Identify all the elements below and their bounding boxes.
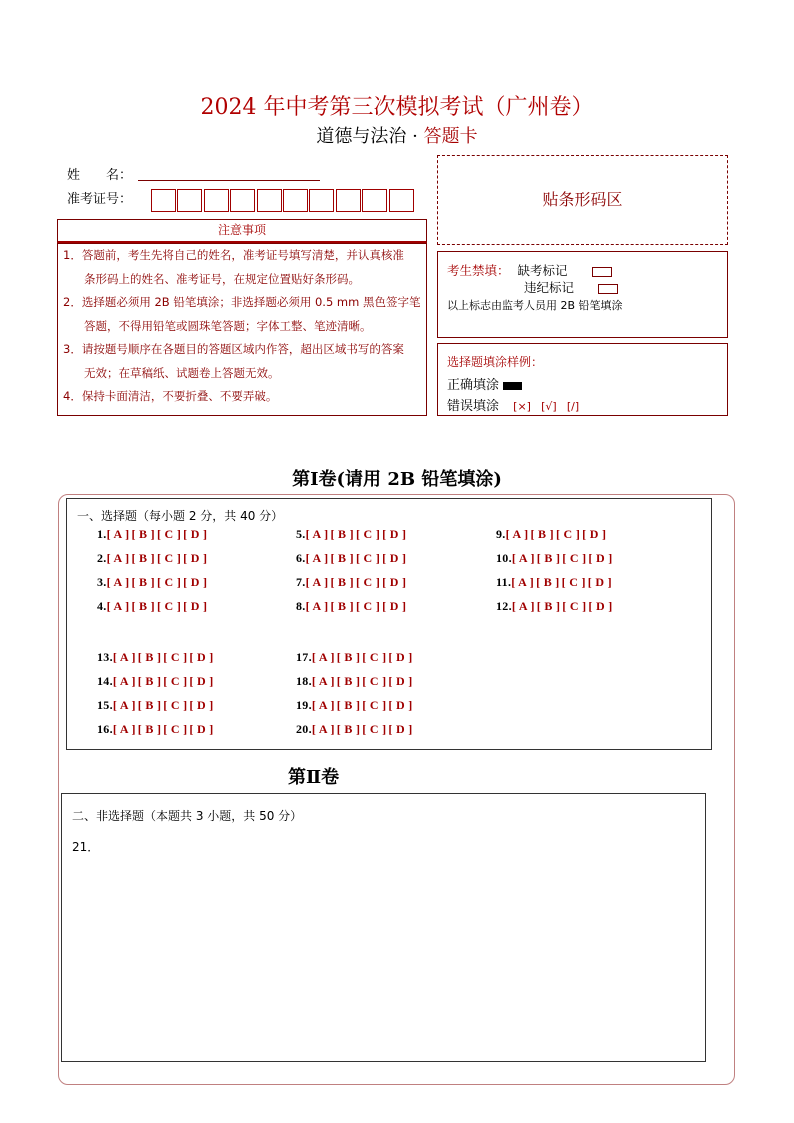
option-a[interactable]: [ A ] xyxy=(112,650,136,664)
option-c[interactable]: [ C ] xyxy=(355,551,381,565)
nonchoice-section[interactable] xyxy=(61,793,706,1062)
exam-id-digit-box[interactable] xyxy=(257,189,282,212)
question-14 xyxy=(97,674,216,689)
question-number: 9. xyxy=(496,527,506,541)
exam-id-digit-box[interactable] xyxy=(151,189,176,212)
option-d[interactable]: [ D ] xyxy=(183,551,208,565)
exam-id-digit-box[interactable] xyxy=(389,189,414,212)
question-1 xyxy=(97,527,209,542)
choice-section-title: 一、选择题（每小题 2 分，共 40 分） xyxy=(77,509,284,523)
forbidden-note: 以上标志由监考人员用 2B 铅笔填涂 xyxy=(447,299,623,312)
question-number: 6. xyxy=(296,551,306,565)
exam-title: 2024 年中考第三次模拟考试（广州卷） xyxy=(200,95,594,120)
option-b[interactable]: [ B ] xyxy=(336,722,361,736)
option-a[interactable]: [ A ] xyxy=(305,599,329,613)
question-number: 18. xyxy=(296,674,312,688)
note-1: 1．答题前，考生先将自己的姓名，准考证号填写清楚，并认真核准 条形码上的姓名、准考证号，在规定位置贴好条形码。 xyxy=(63,248,404,286)
option-c[interactable]: [ C ] xyxy=(555,527,581,541)
absent-label: 缺考标记 xyxy=(517,263,568,278)
question-13 xyxy=(97,650,216,665)
option-d[interactable]: [ D ] xyxy=(588,551,613,565)
option-d[interactable]: [ D ] xyxy=(189,698,214,712)
option-c[interactable]: [ C ] xyxy=(163,674,188,688)
question-number: 13. xyxy=(97,650,113,664)
name-label: 姓 名： xyxy=(67,168,133,183)
option-a[interactable]: [ A ] xyxy=(112,722,136,736)
option-b[interactable]: [ B ] xyxy=(530,527,554,541)
option-d[interactable]: [ D ] xyxy=(587,575,612,589)
question-18 xyxy=(296,674,415,689)
option-b[interactable]: [ B ] xyxy=(330,527,354,541)
barcode-area xyxy=(437,155,728,245)
option-b[interactable]: [ B ] xyxy=(536,575,560,589)
option-a[interactable]: [ A ] xyxy=(311,674,335,688)
option-c[interactable]: [ C ] xyxy=(362,650,387,664)
exam-id-digit-box[interactable] xyxy=(362,189,387,212)
option-d[interactable]: [ D ] xyxy=(582,527,607,541)
option-a[interactable]: [ A ] xyxy=(511,599,535,613)
option-a[interactable]: [ A ] xyxy=(311,722,335,736)
option-b[interactable]: [ B ] xyxy=(131,575,155,589)
subtitle xyxy=(0,122,794,148)
option-c[interactable]: [ C ] xyxy=(362,698,387,712)
option-a[interactable]: [ A ] xyxy=(511,575,535,589)
option-b[interactable]: [ B ] xyxy=(137,722,162,736)
option-d[interactable]: [ D ] xyxy=(189,674,214,688)
exam-id-digit-box[interactable] xyxy=(336,189,361,212)
dot: · xyxy=(412,126,418,147)
option-d[interactable]: [ D ] xyxy=(382,599,407,613)
option-c[interactable]: [ C ] xyxy=(355,599,381,613)
wrong-label: 错误填涂 xyxy=(447,399,500,414)
option-c[interactable]: [ C ] xyxy=(355,575,381,589)
option-b[interactable]: [ B ] xyxy=(131,551,155,565)
exam-id-digit-box[interactable] xyxy=(177,189,202,212)
option-b[interactable]: [ B ] xyxy=(137,650,162,664)
question-10 xyxy=(496,551,615,566)
option-a[interactable]: [ A ] xyxy=(505,527,529,541)
option-c[interactable]: [ C ] xyxy=(561,575,586,589)
option-c[interactable]: [ C ] xyxy=(562,599,587,613)
sample-box xyxy=(437,343,728,416)
question-21-label: 21． xyxy=(72,840,100,854)
option-b[interactable]: [ B ] xyxy=(336,698,361,712)
question-20 xyxy=(296,722,415,737)
question-number: 7. xyxy=(296,575,306,589)
forbidden-box xyxy=(437,251,728,338)
option-b[interactable]: [ B ] xyxy=(536,599,561,613)
option-a[interactable]: [ A ] xyxy=(106,575,130,589)
question-12 xyxy=(496,599,615,614)
option-c[interactable]: [ C ] xyxy=(156,551,182,565)
filled-mark xyxy=(503,382,522,390)
question-number: 1. xyxy=(97,527,107,541)
option-b[interactable]: [ B ] xyxy=(330,599,354,613)
option-d[interactable]: [ D ] xyxy=(588,599,613,613)
notes-box xyxy=(57,243,427,416)
option-a[interactable]: [ A ] xyxy=(305,575,329,589)
option-b[interactable]: [ B ] xyxy=(336,650,361,664)
exam-id-digit-box[interactable] xyxy=(309,189,334,212)
question-number: 16. xyxy=(97,722,113,736)
exam-id-digit-box[interactable] xyxy=(204,189,229,212)
forbidden-label: 考生禁填： xyxy=(447,263,510,278)
option-b[interactable]: [ B ] xyxy=(137,698,162,712)
question-number: 20. xyxy=(296,722,312,736)
question-number: 17. xyxy=(296,650,312,664)
option-a[interactable]: [ A ] xyxy=(106,551,130,565)
question-number: 11. xyxy=(496,575,512,589)
question-8 xyxy=(296,599,408,614)
notes-header xyxy=(57,219,427,243)
option-c[interactable]: [ C ] xyxy=(156,599,182,613)
question-3 xyxy=(97,575,209,590)
option-a[interactable]: [ A ] xyxy=(106,599,130,613)
question-5 xyxy=(296,527,408,542)
option-b[interactable]: [ B ] xyxy=(336,674,361,688)
exam-id-digit-box[interactable] xyxy=(230,189,255,212)
option-d[interactable]: [ D ] xyxy=(388,650,413,664)
question-number: 3. xyxy=(97,575,107,589)
exam-id-digit-box[interactable] xyxy=(283,189,308,212)
option-d[interactable]: [ D ] xyxy=(382,551,407,565)
option-a[interactable]: [ A ] xyxy=(112,674,136,688)
option-a[interactable]: [ A ] xyxy=(305,527,329,541)
option-c[interactable]: [ C ] xyxy=(355,527,381,541)
violation-label: 违纪标记 xyxy=(524,280,575,295)
question-number: 14. xyxy=(97,674,113,688)
question-16 xyxy=(97,722,216,737)
option-c[interactable]: [ C ] xyxy=(562,551,587,565)
option-a[interactable]: [ A ] xyxy=(311,698,335,712)
notes-title: 注意事项 xyxy=(217,223,266,237)
option-d[interactable]: [ D ] xyxy=(388,674,413,688)
option-c[interactable]: [ C ] xyxy=(163,650,188,664)
question-number: 5. xyxy=(296,527,306,541)
option-d[interactable]: [ D ] xyxy=(382,527,407,541)
id-label: 准考证号： xyxy=(67,192,133,207)
option-c[interactable]: [ C ] xyxy=(156,527,182,541)
option-b[interactable]: [ B ] xyxy=(330,575,354,589)
option-a[interactable]: [ A ] xyxy=(106,527,130,541)
option-b[interactable]: [ B ] xyxy=(131,527,155,541)
option-d[interactable]: [ D ] xyxy=(382,575,407,589)
question-number: 10. xyxy=(496,551,512,565)
note-3: 3．请按题号顺序在各题目的答题区域内作答，超出区域书写的答案 无效；在草稿纸、试题卷上答题无效。 xyxy=(63,342,404,380)
question-4 xyxy=(97,599,209,614)
wrong-mark: [/] xyxy=(566,400,580,413)
question-number: 4. xyxy=(97,599,107,613)
question-11 xyxy=(496,575,614,590)
nonchoice-section-title: 二、非选择题（本题共 3 小题，共 50 分） xyxy=(72,809,303,823)
option-b[interactable]: [ B ] xyxy=(536,551,561,565)
option-d[interactable]: [ D ] xyxy=(388,722,413,736)
option-d[interactable]: [ D ] xyxy=(183,527,208,541)
option-b[interactable]: [ B ] xyxy=(131,599,155,613)
question-7 xyxy=(296,575,408,590)
note-2: 2．选择题必须用 2B 铅笔填涂；非选择题必须用 0.5 mm 黑色签字笔 答题，不得用铅笔或圆珠笔答题；字体工整、笔迹清晰。 xyxy=(63,295,421,333)
option-a[interactable]: [ A ] xyxy=(112,698,136,712)
violation-mark[interactable] xyxy=(598,284,618,294)
option-a[interactable]: [ A ] xyxy=(511,551,535,565)
option-a[interactable]: [ A ] xyxy=(311,650,335,664)
wrong-mark: [√] xyxy=(541,400,557,413)
question-number: 15. xyxy=(97,698,113,712)
wrong-mark: [×] xyxy=(513,400,531,413)
option-c[interactable]: [ C ] xyxy=(156,575,182,589)
note-4: 4．保持卡面清洁，不要折叠、不要弄破。 xyxy=(63,389,278,403)
question-17 xyxy=(296,650,415,665)
card-label: 答题卡 xyxy=(423,126,478,147)
part1-heading: 第Ⅰ卷(请用 2B 铅笔填涂) xyxy=(292,469,502,490)
sample-title: 选择题填涂样例： xyxy=(447,355,544,369)
option-c[interactable]: [ C ] xyxy=(362,674,387,688)
option-c[interactable]: [ C ] xyxy=(362,722,387,736)
question-number: 12. xyxy=(496,599,512,613)
option-d[interactable]: [ D ] xyxy=(189,722,214,736)
name-field[interactable] xyxy=(138,180,320,181)
question-number: 19. xyxy=(296,698,312,712)
question-9 xyxy=(496,527,608,542)
barcode-label: 贴条形码区 xyxy=(542,190,623,209)
option-a[interactable]: [ A ] xyxy=(305,551,329,565)
option-c[interactable]: [ C ] xyxy=(163,722,188,736)
option-d[interactable]: [ D ] xyxy=(183,575,208,589)
option-c[interactable]: [ C ] xyxy=(163,698,188,712)
question-number: 2. xyxy=(97,551,107,565)
option-b[interactable]: [ B ] xyxy=(330,551,354,565)
part2-heading: 第Ⅱ卷 xyxy=(288,767,340,788)
correct-label: 正确填涂 xyxy=(447,378,500,393)
option-d[interactable]: [ D ] xyxy=(183,599,208,613)
question-2 xyxy=(97,551,209,566)
option-b[interactable]: [ B ] xyxy=(137,674,162,688)
question-19 xyxy=(296,698,415,713)
question-15 xyxy=(97,698,216,713)
option-d[interactable]: [ D ] xyxy=(189,650,214,664)
absent-mark[interactable] xyxy=(592,267,612,277)
question-number: 8. xyxy=(296,599,306,613)
question-6 xyxy=(296,551,408,566)
option-d[interactable]: [ D ] xyxy=(388,698,413,712)
subject: 道德与法治 xyxy=(316,126,407,147)
